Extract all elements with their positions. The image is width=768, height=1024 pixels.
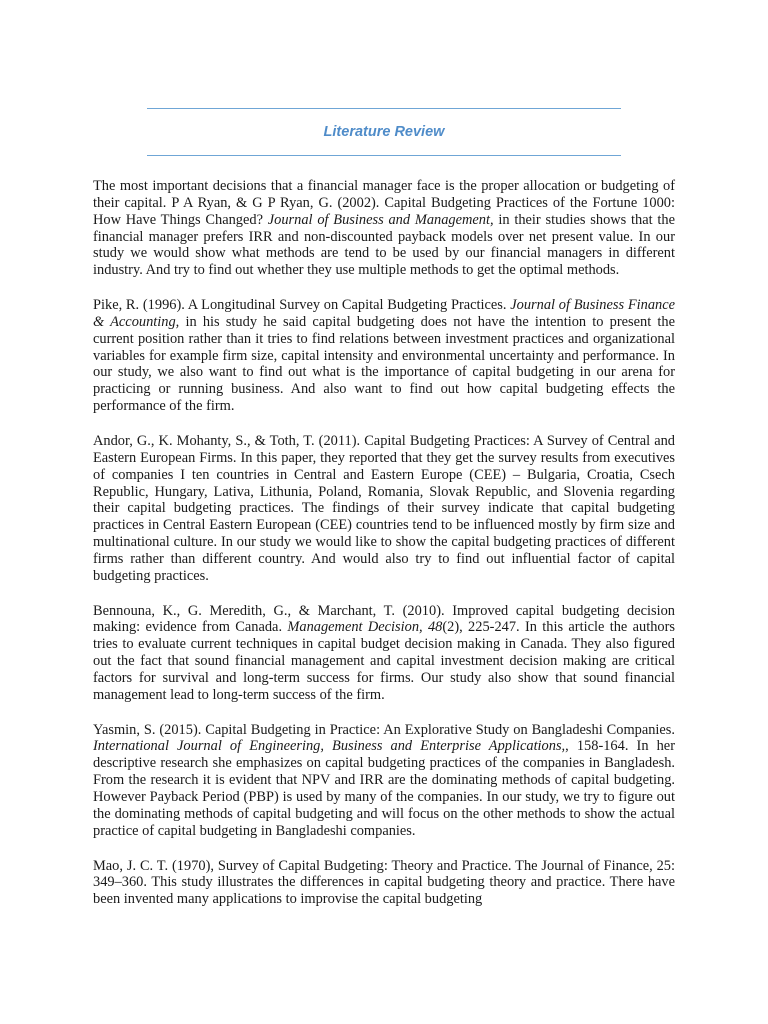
section-heading: Literature Review bbox=[323, 124, 445, 140]
paragraph-mao bbox=[93, 858, 675, 909]
journal-title: International Journal of Engineering, Business and Enterprise Applications, bbox=[93, 738, 566, 755]
paragraph-text: Bennouna, K., G. Meredith, G., & Marchant, T. (2010). Improved capital budgeting decision making: evidence from Canada. bbox=[93, 602, 675, 636]
journal-title: Journal of Business Finance & Accounting, bbox=[93, 297, 675, 330]
paragraph-text: in his study he said capital budgeting does not have the intention to present the current position rather than it tries to find relations between investment practices and organizational variables for example firm size, capital intensity and environmental uncertainty and performance. In our study, we also want to find out what is the importance of capital budgeting in our arena for practicing or running business. And also want to find out how capital budgeting effects the performance of the firm. bbox=[93, 313, 675, 415]
paragraph-text: The most important decisions that a financial manager face is the proper allocation or budgeting of their capital. P A Ryan, & G P Ryan, G. (2002). Capital Budgeting Practices of the Fortune 1000: How Have Things Changed? bbox=[93, 178, 675, 228]
document-body bbox=[93, 178, 675, 926]
paragraph-text: Pike, R. (1996). A Longitudinal Survey on Capital Budgeting Practices. bbox=[93, 297, 511, 314]
heading-bottom-rule bbox=[147, 155, 621, 156]
heading-top-rule bbox=[147, 108, 621, 109]
journal-title: Journal of Business and Management, bbox=[267, 211, 494, 228]
paragraph-andor bbox=[93, 433, 675, 585]
journal-title: Management Decision, 48 bbox=[287, 619, 443, 636]
paragraph-pike bbox=[93, 297, 675, 415]
paragraph-yasmin bbox=[93, 722, 675, 840]
paragraph-text: Andor, G., K. Mohanty, S., & Toth, T. (2011). Capital Budgeting Practices: A Survey of Central and Eastern European Firms. In this paper, they reported that they get the survey results from executives of companies I ten countries in Central and Eastern Europe (CEE) – Bulgaria, Croatia, Csech Republic, Hungary, Lativa, Lithunia, Poland, Romania, Slovak Republic, and Slovenia regarding their capital budgeting practices. The findings of their survey indicate that capital budgeting practices in Central Eastern European (CEE) countries tend to be influenced mostly by firm size and multinational culture. In our study we would like to show the capital budgeting practices of different firms rather than different country. And would also try to find out influential factor of capital budgeting practices. bbox=[93, 432, 675, 584]
paragraph-text: Mao, J. C. T. (1970), Survey of Capital Budgeting: Theory and Practice. The Journal of Finance, 25: 349–360. This study illustrates the differences in capital budgeting theory and practice. There have been invented many applications to improvise the capital budgeting bbox=[93, 857, 675, 908]
paragraph-bennouna bbox=[93, 603, 675, 704]
paragraph-text: (2), 225-247. In this article the authors tries to evaluate current techniques in capital budget decision making in Canada. They also figured out the fact that sound financial management and capital investment decision making are critical factors for survival and long-term success for firms. Our study also show that sound financial management lead to long-term success of the firm. bbox=[93, 619, 675, 703]
paragraph-text: , 158-164. In her descriptive research she emphasizes on capital budgeting practices of the companies in Bangladesh. From the research it is evident that NPV and IRR are the dominating methods of capital budgeting. However Payback Period (PBP) is used by many of the companies. In our study, we try to figure out the dominating methods of capital budgeting and will focus on the other methods to show the actual practice of capital budgeting in Bangladeshi companies. bbox=[93, 738, 675, 839]
paragraph-ryan bbox=[93, 178, 675, 279]
paragraph-text: Yasmin, S. (2015). Capital Budgeting in Practice: An Explorative Study on Bangladeshi Companies. bbox=[93, 721, 675, 738]
paragraph-text: in their studies shows that the financial manager prefers IRR and non-discounted payback models over net present value. In our study we would show what methods are tend to be used by our financial managers in different industry. And try to find out whether they use multiple methods to get the optimal methods. bbox=[93, 211, 675, 279]
